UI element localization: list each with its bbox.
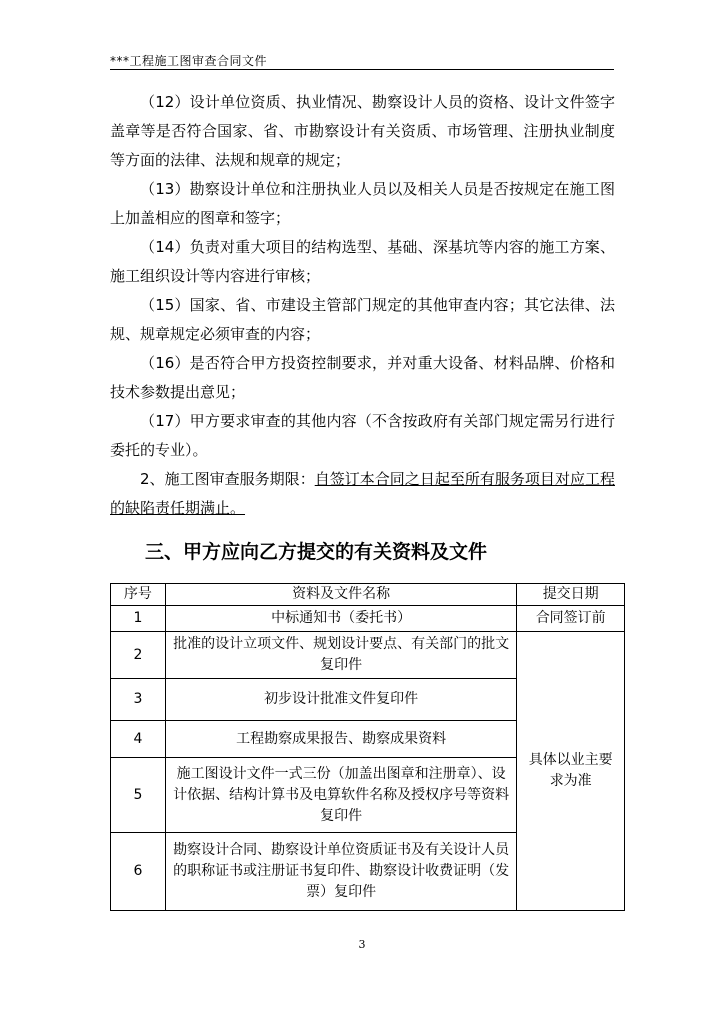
table-header-row	[111, 584, 625, 606]
row-name: 批准的设计立项文件、规划设计要点、有关部门的批文复印件	[165, 632, 517, 679]
paragraph-12: （12）设计单位资质、执业情况、勘察设计人员的资格、设计文件签字盖章等是否符合国家、省、市勘察设计有关资质、市场管理、注册执业制度等方面的法律、法规和规章的规定；	[110, 93, 615, 169]
paragraph-17: （17）甲方要求审查的其他内容（不含按政府有关部门规定需另行进行委托的专业）。	[110, 412, 615, 459]
row-no: 5	[111, 758, 166, 833]
row-name: 初步设计批准文件复印件	[165, 679, 517, 721]
service-period-paragraph	[110, 465, 615, 523]
header-date: 提交日期	[517, 584, 625, 606]
paragraph-14: （14）负责对重大项目的结构选型、基础、深基坑等内容的施工方案、施工组织设计等内容进行审核；	[110, 238, 615, 285]
row-no: 1	[111, 606, 166, 632]
paragraph-13: （13）勘察设计单位和注册执业人员以及相关人员是否按规定在施工图上加盖相应的图章和签字；	[110, 180, 615, 227]
paragraph-16: （16）是否符合甲方投资控制要求，并对重大设备、材料品牌、价格和技术参数提出意见；	[110, 354, 615, 401]
row-date: 合同签订前	[517, 606, 625, 632]
page-number: 3	[358, 938, 366, 951]
header-name: 资料及文件名称	[165, 584, 517, 606]
header-no: 序号	[111, 584, 166, 606]
row-name: 勘察设计合同、勘察设计单位资质证书及有关设计人员的职称证书或注册证书复印件、勘察设计收费证明（发票）复印件	[165, 833, 517, 911]
document-header: ***工程施工图审查合同文件	[110, 54, 268, 68]
paragraph-15: （15）国家、省、市建设主管部门规定的其他审查内容；其它法律、法规、规章规定必须审查的内容；	[110, 296, 615, 343]
section-title: 三、甲方应向乙方提交的有关资料及文件	[145, 541, 488, 563]
service-period-label: 2、施工图审查服务期限：	[140, 470, 315, 488]
row-name: 工程勘察成果报告、勘察成果资料	[165, 721, 517, 758]
row-no: 4	[111, 721, 166, 758]
files-table	[110, 583, 625, 911]
header-divider	[110, 69, 614, 70]
row-no: 2	[111, 632, 166, 679]
row-name: 中标通知书（委托书）	[165, 606, 517, 632]
row-no: 3	[111, 679, 166, 721]
body-text	[110, 88, 615, 523]
row-no: 6	[111, 833, 166, 911]
service-period-value: 自签订本合同之日起至所有服务项目对应工程的缺陷责任期满止。	[110, 470, 615, 517]
table-row	[111, 606, 625, 632]
row-name: 施工图设计文件一式三份（加盖出图章和注册章）、设计依据、结构计算书及电算软件名称及授权序号等资料复印件	[165, 758, 517, 833]
table-row	[111, 632, 625, 679]
merged-date-cell: 具体以业主要求为准	[517, 632, 625, 911]
